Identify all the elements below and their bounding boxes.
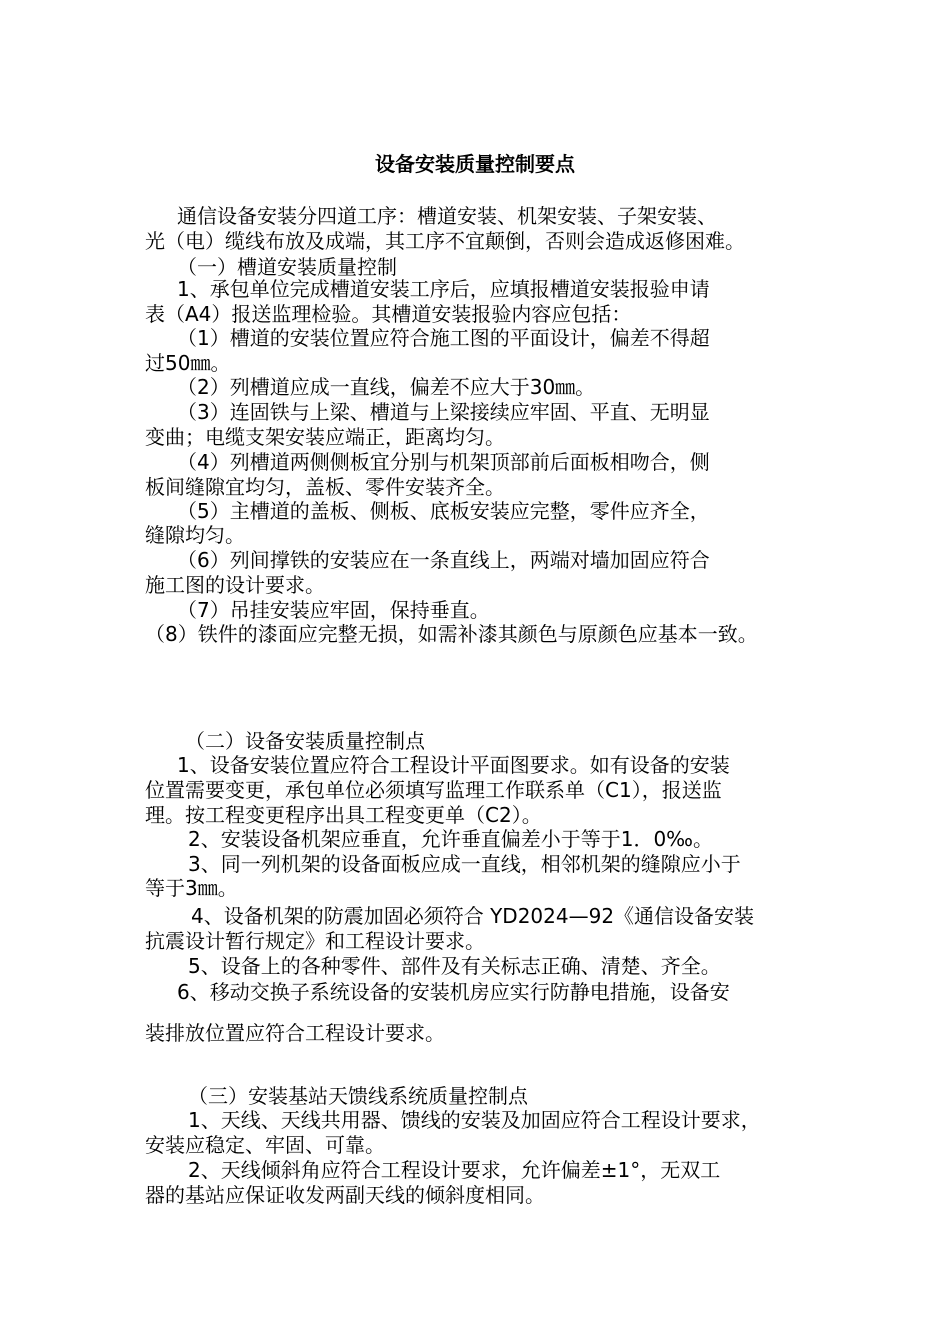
paragraph-line: 过50㎜。	[145, 351, 231, 375]
paragraph-line: 6、移动交换子系统设备的安装机房应实行防静电措施，设备安	[177, 980, 730, 1004]
paragraph-line: 抗震设计暂行规定》和工程设计要求。	[145, 929, 485, 953]
paragraph-line: 3、同一列机架的设备面板应成一直线，相邻机架的缝隙应小于	[188, 852, 741, 876]
paragraph-line: 表（A4）报送监理检验。其槽道安装报验内容应包括：	[145, 302, 632, 326]
paragraph-line: 装排放位置应符合工程设计要求。	[145, 1021, 445, 1045]
paragraph-line: 器的基站应保证收发两副天线的倾斜度相同。	[145, 1183, 545, 1207]
paragraph-line: 等于3㎜。	[145, 876, 238, 900]
paragraph-line: 位置需要变更，承包单位必须填写监理工作联系单（C1），报送监	[145, 778, 722, 802]
paragraph-line: 1、承包单位完成槽道安装工序后，应填报槽道安装报验申请	[177, 277, 710, 301]
paragraph-line: 施工图的设计要求。	[145, 573, 325, 597]
section-heading: （三）安装基站天馈线系统质量控制点	[188, 1084, 528, 1108]
paragraph-line: 光（电）缆线布放及成端，其工序不宜颠倒，否则会造成返修困难。	[145, 229, 745, 253]
paragraph-line: 1、天线、天线共用器、馈线的安装及加固应符合工程设计要求，	[188, 1108, 761, 1132]
paragraph-line: （6）列间撑铁的安装应在一条直线上，两端对墙加固应符合	[177, 548, 710, 572]
paragraph-line: （3）连固铁与上梁、槽道与上梁接续应牢固、平直、无明显	[177, 400, 710, 424]
paragraph-line: （8）铁件的漆面应完整无损，如需补漆其颜色与原颜色应基本一致。	[145, 622, 758, 646]
document-title: 设备安装质量控制要点	[375, 152, 575, 176]
paragraph-line: 变曲；电缆支架安装应端正，距离均匀。	[145, 425, 505, 449]
section-heading: （二）设备安装质量控制点	[185, 729, 425, 753]
paragraph-line: （2）列槽道应成一直线，偏差不应大于30㎜。	[177, 375, 596, 399]
paragraph-line: 2、天线倾斜角应符合工程设计要求，允许偏差±1°，无双工	[188, 1158, 721, 1182]
paragraph-line: （1）槽道的安装位置应符合施工图的平面设计，偏差不得超	[177, 326, 710, 350]
paragraph-line: 通信设备安装分四道工序：槽道安装、机架安装、子架安装、	[177, 204, 717, 228]
paragraph-line: 安装应稳定、牢固、可靠。	[145, 1133, 385, 1157]
paragraph-line: 5、设备上的各种零件、部件及有关标志正确、清楚、齐全。	[188, 954, 721, 978]
paragraph-line: 2、安装设备机架应垂直，允许垂直偏差小于等于1．0‰。	[188, 827, 714, 851]
paragraph-line: 4、设备机架的防震加固必须符合 YD2024—92《通信设备安装	[191, 904, 755, 928]
section-heading: （一）槽道安装质量控制	[177, 255, 397, 279]
paragraph-line: （5）主槽道的盖板、侧板、底板安装应完整，零件应齐全，	[177, 499, 710, 523]
paragraph-line: 缝隙均匀。	[145, 523, 245, 547]
paragraph-line: 1、设备安装位置应符合工程设计平面图要求。如有设备的安装	[177, 753, 730, 777]
paragraph-line: 板间缝隙宜均匀，盖板、零件安装齐全。	[145, 475, 505, 499]
paragraph-line: 理。按工程变更程序出具工程变更单（C2）。	[145, 803, 542, 827]
paragraph-line: （4）列槽道两侧侧板宜分别与机架顶部前后面板相吻合，侧	[177, 450, 710, 474]
paragraph-line: （7）吊挂安装应牢固，保持垂直。	[177, 598, 490, 622]
